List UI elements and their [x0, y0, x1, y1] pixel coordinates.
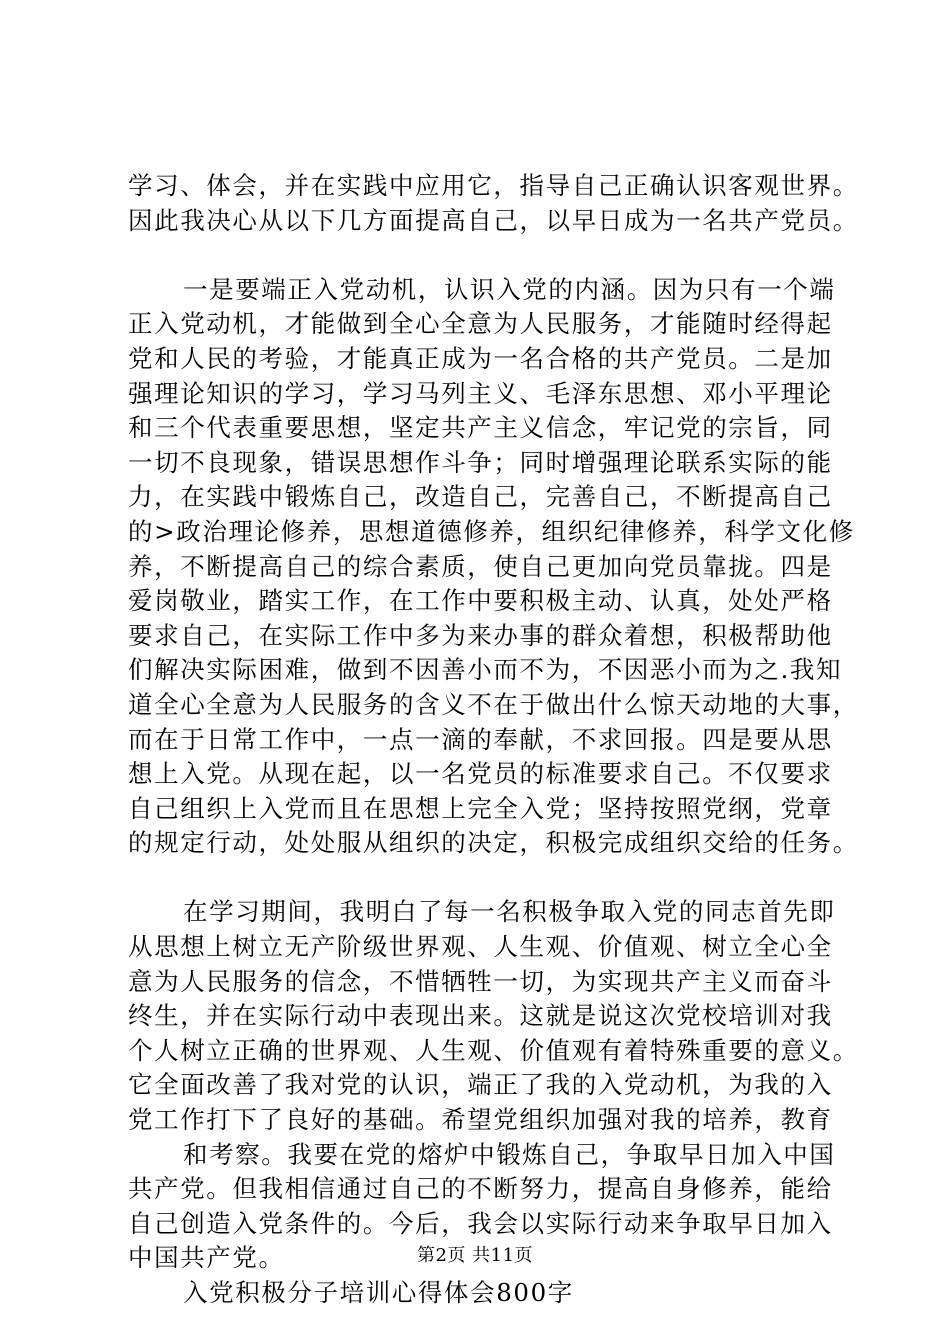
text-line: 的规定行动，处处服从组织的决定，积极完成组织交给的任务。 — [128, 828, 859, 858]
text-line: 一是要端正入党动机，认识入党的内涵。因为只有一个端 — [183, 274, 836, 304]
text-line: 党和人民的考验，才能真正成为一名合格的共产党员。二是加 — [128, 343, 833, 373]
text-line: 入党积极分子培训心得体会800字 — [183, 1278, 574, 1307]
text-line: 在学习期间，我明白了每一名积极争取入党的同志首先即 — [183, 897, 836, 927]
paragraph-spacer — [128, 238, 868, 273]
text-line: 因此我决心从以下几方面提高自己，以早日成为一名共产党员。 — [128, 205, 859, 235]
paragraph-spacer — [128, 861, 868, 896]
text-line: 中国共产党。 — [128, 1243, 285, 1273]
text-line: 意为人民服务的信念，不惜牺牲一切，为实现共产主义而奋斗 — [128, 966, 833, 996]
paragraph-2 — [128, 273, 868, 861]
text-line: 正入党动机，才能做到全心全意为人民服务，才能随时经得起 — [128, 309, 833, 339]
text-line: 想上入党。从现在起，以一名党员的标准要求自己。不仅要求 — [128, 759, 833, 789]
text-line: 要求自己，在实际工作中多为来办事的群众着想，积极帮助他 — [128, 620, 833, 650]
page-number-footer: 第2页 共11页 — [416, 1245, 534, 1266]
text-line: 终生，并在实际行动中表现出来。这就是说这次党校培训对我 — [128, 1001, 833, 1031]
text-line: 和三个代表重要思想，坚定共产主义信念，牢记党的宗旨，同 — [128, 413, 833, 443]
text-line: 强理论知识的学习，学习马列主义、毛泽东思想、邓小平理论 — [128, 378, 833, 408]
text-line: 自己组织上入党而且在思想上完全入党；坚持按照党纲，党章 — [128, 793, 833, 823]
paragraph-5 — [128, 1276, 868, 1311]
text-line: 共产党。但我相信通过自己的不断努力，提高自身修养，能给 — [128, 1174, 833, 1204]
text-line: 们解决实际困难，做到不因善小而不为，不因恶小而为之.我知 — [128, 655, 843, 685]
text-line: 自己创造入党条件的。今后，我会以实际行动来争取早日加入 — [128, 1208, 833, 1238]
text-line: 从思想上树立无产阶级世界观、人生观、价值观、树立全心全 — [128, 932, 833, 962]
text-line: 而在于日常工作中，一点一滴的奉献，不求回报。四是要从思 — [128, 724, 833, 754]
text-line: 养，不断提高自己的综合素质，使自己更加向党员靠拢。四是 — [128, 551, 833, 581]
paragraph-1 — [128, 169, 868, 238]
text-line: 爱岗敬业，踏实工作，在工作中要积极主动、认真，处处严格 — [128, 586, 833, 616]
text-line: 力，在实践中锻炼自己，改造自己，完善自己，不断提高自己 — [128, 482, 833, 512]
text-line: 学习、体会，并在实践中应用它，指导自己正确认识客观世界。 — [128, 171, 859, 200]
text-line: 的>政治理论修养，思想道德修养，组织纪律修养，科学文化修 — [128, 516, 855, 546]
text-line: 和考察。我要在党的熔炉中锻炼自己，争取早日加入中国 — [183, 1139, 836, 1169]
text-line: 党工作打下了良好的基础。希望党组织加强对我的培养，教育 — [128, 1105, 833, 1135]
text-line: 个人树立正确的世界观、人生观、价值观有着特殊重要的意义。 — [128, 1035, 859, 1065]
document-body — [128, 169, 868, 1311]
paragraph-3 — [128, 895, 868, 1137]
text-line: 道全心全意为人民服务的含义不在于做出什么惊天动地的大事， — [128, 689, 859, 719]
text-line: 一切不良现象，错误思想作斗争；同时增强理论联系实际的能 — [128, 447, 833, 477]
text-line: 它全面改善了我对党的认识，端正了我的入党动机，为我的入 — [128, 1070, 833, 1100]
